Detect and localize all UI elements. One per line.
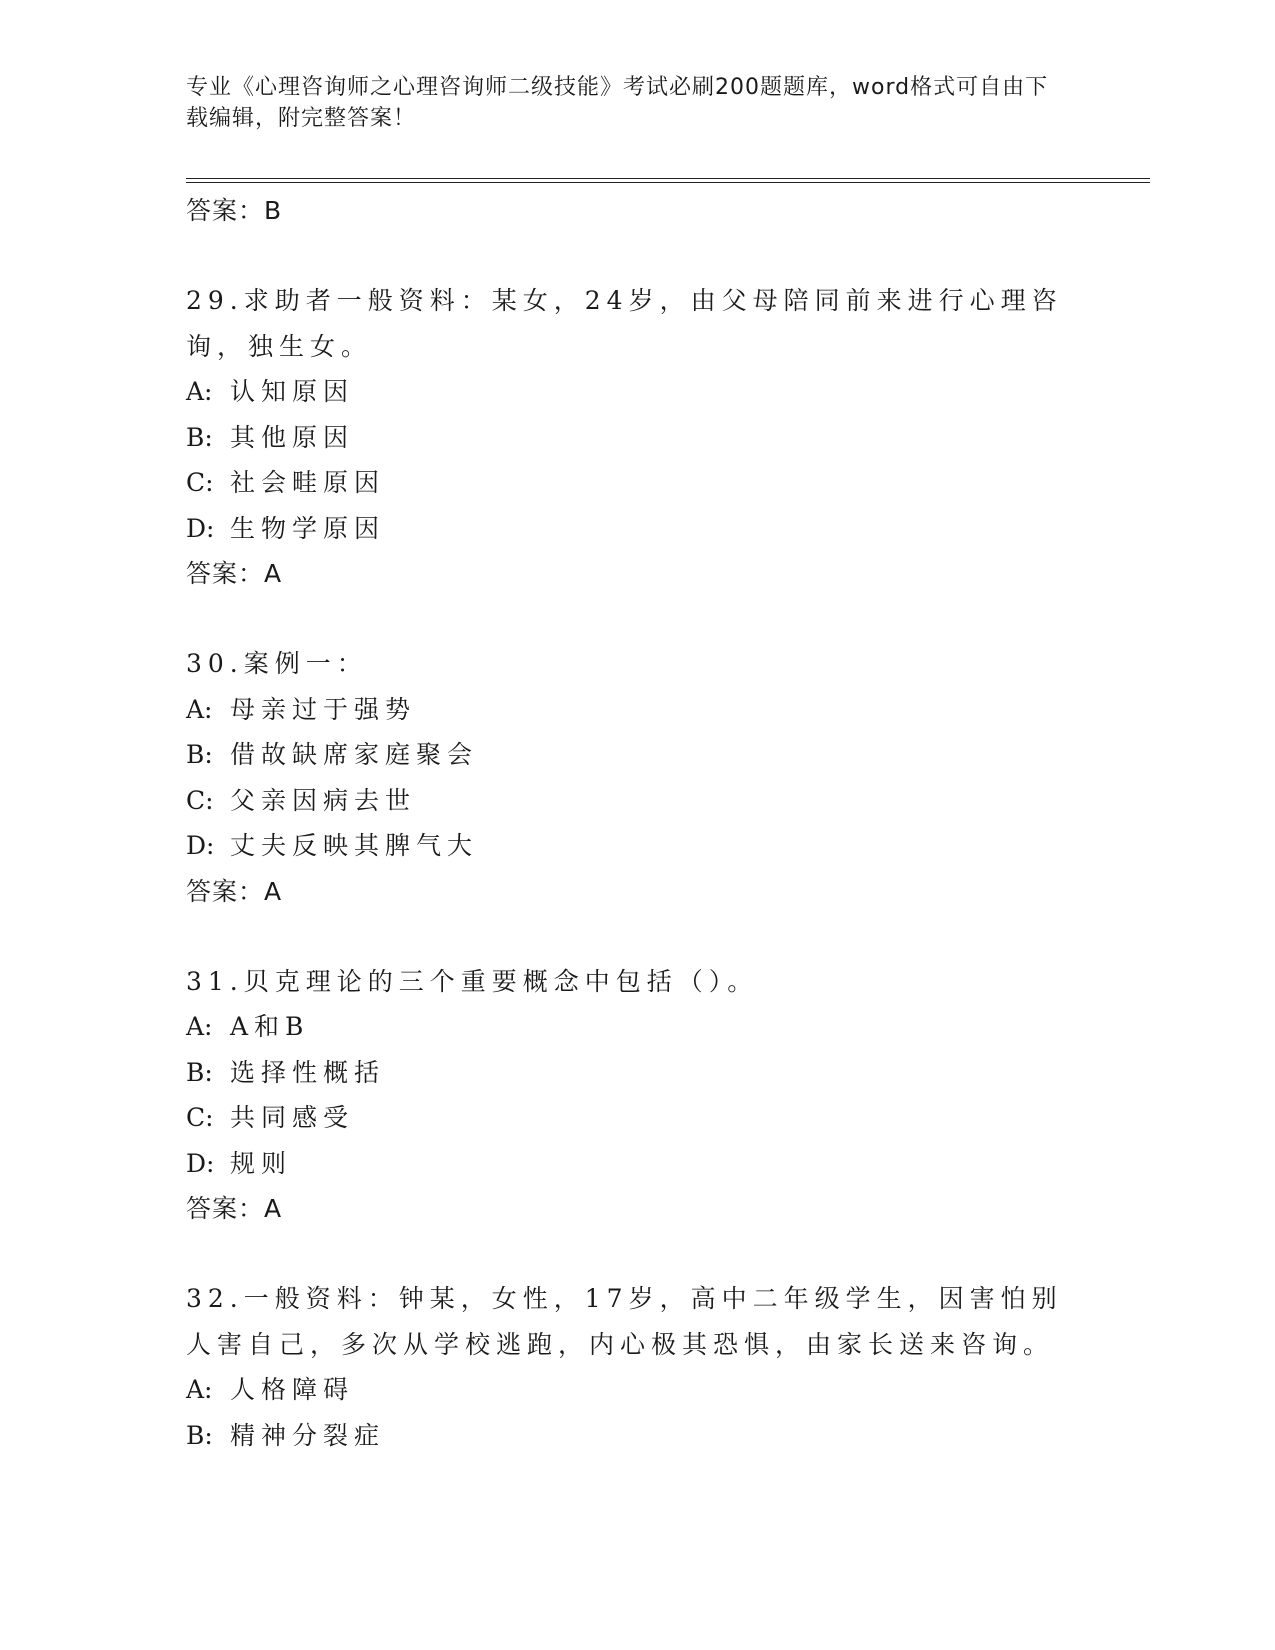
option-text: 选择性概括 [230,1057,386,1087]
option-key: D: [186,513,215,543]
answer-line: 答案：A [186,876,283,906]
option-text: 丈夫反映其脾气大 [230,831,479,860]
option-text: 借故缺席家庭聚会 [230,740,479,769]
option-c [186,778,1086,824]
answer-line: 答案：A [186,559,283,588]
header-divider-top [186,178,1150,179]
option-text: 认知原因 [230,377,355,406]
option-text: 父亲因病去世 [230,785,417,815]
option-key: B: [186,1057,213,1087]
option-text: 其他原因 [230,422,355,452]
option-key: A: [186,377,213,406]
question-item [186,959,1086,1232]
option-text: 规则 [230,1148,293,1178]
option-text: 人格障碍 [230,1375,355,1404]
question-item [186,1276,1086,1458]
option-key: D: [186,1148,215,1178]
option-text: A和B [230,1012,310,1041]
question-stem: 30.案例一： [186,649,368,678]
option-d [186,1141,1086,1187]
question-stem: 32.一般资料：钟某，女性，17岁，高中二年级学生，因害怕别人害自己，多次从学校逃跑，内心极其恐惧，由家长送来咨询。 [186,1284,1063,1359]
option-key: A: [186,694,213,724]
option-text: 生物学原因 [230,513,386,543]
question-stem: 29.求助者一般资料：某女，24岁，由父母陪同前来进行心理咨询，独生女。 [186,286,1063,361]
answer-line: 答案：B [186,196,283,225]
option-key: C: [186,785,214,815]
option-key: B: [186,1420,213,1450]
option-a [186,369,1086,415]
option-b [186,1050,1086,1096]
option-key: C: [186,468,214,497]
option-c [186,1095,1086,1141]
option-key: A: [186,1012,213,1041]
option-a [186,1004,1086,1050]
option-text: 精神分裂症 [230,1420,386,1450]
option-b [186,732,1086,778]
option-key: B: [186,740,213,769]
document-header: 专业《心理咨询师之心理咨询师二级技能》考试必刷200题题库，word格式可自由下载编辑，附完整答案！ [186,75,1049,131]
question-stem: 31.贝克理论的三个重要概念中包括（）。 [186,966,759,996]
option-b [186,415,1086,461]
option-key: A: [186,1375,213,1404]
question-item [186,641,1086,914]
option-c [186,460,1086,506]
option-a [186,687,1086,733]
option-text: 共同感受 [230,1103,355,1132]
question-item [186,278,1086,596]
option-text: 母亲过于强势 [230,694,417,724]
option-key: D: [186,831,215,860]
question-list [186,188,1086,1458]
option-key: C: [186,1103,214,1132]
answer-line: 答案：A [186,1194,283,1223]
header-divider-bottom [186,182,1150,183]
option-b [186,1413,1086,1459]
option-key: B: [186,422,213,452]
option-d [186,506,1086,552]
option-d [186,823,1086,869]
option-a [186,1367,1086,1413]
option-text: 社会畦原因 [230,468,386,497]
